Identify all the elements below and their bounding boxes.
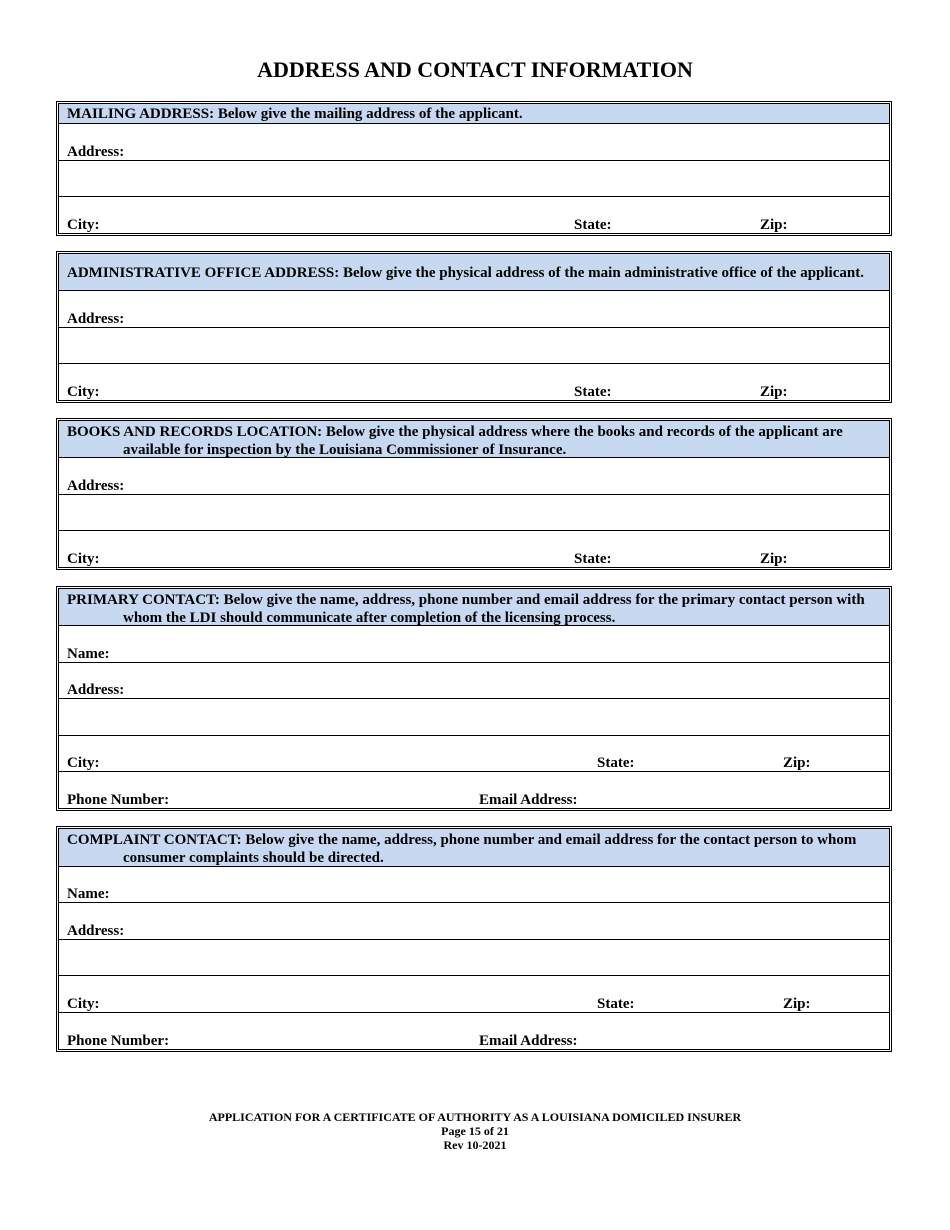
primary-contact-section xyxy=(56,586,892,811)
name-row[interactable] xyxy=(59,867,889,903)
address-line-2-row[interactable] xyxy=(59,495,889,531)
city-state-zip-row[interactable] xyxy=(59,736,889,772)
state-label: State: xyxy=(597,996,635,1012)
footer-form-title: APPLICATION FOR A CERTIFICATE OF AUTHORITY AS A LOUISIANA DOMICILED INSURER xyxy=(208,1110,742,1124)
complaint-contact-section xyxy=(56,826,892,1052)
address-label: Address: xyxy=(67,311,125,327)
address-line-2-row[interactable] xyxy=(59,699,889,736)
city-label: City: xyxy=(67,217,100,233)
name-label: Name: xyxy=(67,886,110,902)
email-label: Email Address: xyxy=(479,792,578,808)
email-label: Email Address: xyxy=(479,1033,578,1049)
city-label: City: xyxy=(67,384,100,400)
complaint-contact-header xyxy=(59,829,889,867)
phone-email-row[interactable] xyxy=(59,1013,889,1049)
books-records-header xyxy=(59,421,889,458)
name-row[interactable] xyxy=(59,626,889,663)
address-row[interactable] xyxy=(59,663,889,699)
page-footer xyxy=(0,1110,950,1152)
phone-email-row[interactable] xyxy=(59,772,889,808)
address-row[interactable] xyxy=(59,124,889,161)
books-records-header-text: BOOKS AND RECORDS LOCATION: Below give the physical address where the books and records of the applicant are available for inspection by the Louisiana Commissioner of Insurance. xyxy=(67,424,843,458)
city-state-zip-row[interactable] xyxy=(59,976,889,1013)
address-label: Address: xyxy=(67,923,125,939)
address-line-2-row[interactable] xyxy=(59,328,889,364)
city-state-zip-row[interactable] xyxy=(59,197,889,233)
mailing-address-section xyxy=(56,101,892,236)
phone-label: Phone Number: xyxy=(67,792,170,808)
mailing-address-header: MAILING ADDRESS: Below give the mailing address of the applicant. xyxy=(59,104,889,124)
address-label: Address: xyxy=(67,144,125,160)
state-label: State: xyxy=(574,217,612,233)
address-row[interactable] xyxy=(59,291,889,328)
zip-label: Zip: xyxy=(760,384,788,400)
administrative-office-section xyxy=(56,251,892,403)
city-label: City: xyxy=(67,755,100,771)
zip-label: Zip: xyxy=(760,217,788,233)
phone-label: Phone Number: xyxy=(67,1033,170,1049)
zip-label: Zip: xyxy=(783,755,811,771)
city-label: City: xyxy=(67,996,100,1012)
books-records-section xyxy=(56,418,892,570)
primary-contact-header-text: PRIMARY CONTACT: Below give the name, address, phone number and email address for the primary contact person with whom the LDI should communicate after completion of the licensing process. xyxy=(67,592,865,626)
primary-contact-header xyxy=(59,589,889,626)
address-line-2-row[interactable] xyxy=(59,161,889,197)
page-title: ADDRESS AND CONTACT INFORMATION xyxy=(257,57,693,82)
zip-label: Zip: xyxy=(783,996,811,1012)
city-state-zip-row[interactable] xyxy=(59,531,889,567)
city-state-zip-row[interactable] xyxy=(59,364,889,400)
state-label: State: xyxy=(574,384,612,400)
address-row[interactable] xyxy=(59,458,889,495)
state-label: State: xyxy=(574,551,612,567)
address-line-2-row[interactable] xyxy=(59,940,889,976)
complaint-contact-header-text: COMPLAINT CONTACT: Below give the name, address, phone number and email address for the contact person to whom consumer complaints should be directed. xyxy=(67,832,857,866)
address-label: Address: xyxy=(67,478,125,494)
address-label: Address: xyxy=(67,682,125,698)
address-row[interactable] xyxy=(59,903,889,940)
footer-page-number: Page 15 of 21 xyxy=(441,1124,509,1138)
state-label: State: xyxy=(597,755,635,771)
zip-label: Zip: xyxy=(760,551,788,567)
footer-revision: Rev 10-2021 xyxy=(443,1138,507,1152)
administrative-office-header: ADMINISTRATIVE OFFICE ADDRESS: Below give the physical address of the main administrative office of the applicant. xyxy=(59,254,889,291)
city-label: City: xyxy=(67,551,100,567)
name-label: Name: xyxy=(67,646,110,662)
